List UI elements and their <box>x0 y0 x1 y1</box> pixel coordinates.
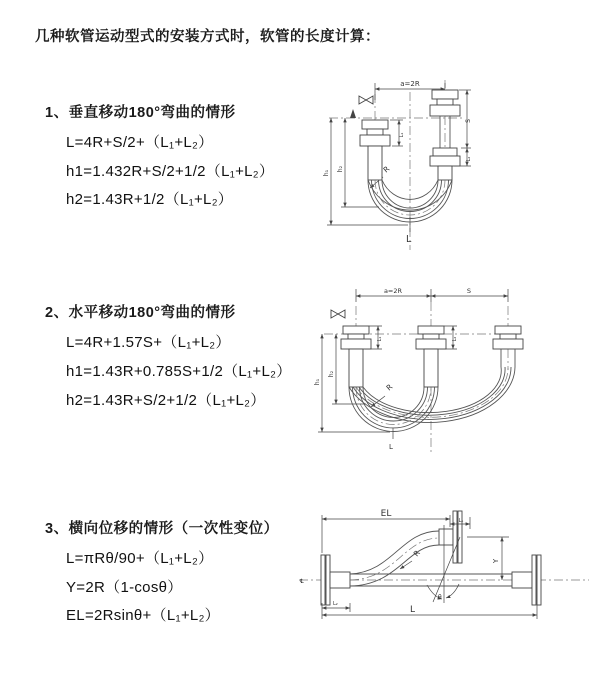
length-label: L <box>389 443 393 451</box>
dim-label-h1: h₁ <box>314 378 321 386</box>
valve-icon <box>331 310 345 318</box>
section-3-heading: 3、横向位移的情形（一次性变位） <box>45 521 279 537</box>
dimension-lines <box>318 289 508 439</box>
dim-label-l2: L₂ <box>466 156 472 162</box>
formula-2-h1: h1=1.43R+0.785S+1/2（L₁+L₂） <box>66 363 292 380</box>
dim-label-s: S <box>466 287 472 295</box>
dim-label-a2r: a=2R <box>400 80 420 88</box>
radius-label: R <box>381 164 392 175</box>
dim-label-h2: h₂ <box>337 165 344 173</box>
dim-label-h1: h₁ <box>323 169 330 177</box>
dim-label-el: EL <box>380 509 392 519</box>
formula-1-h2: h2=1.43R+1/2（L₁+L₂） <box>66 191 234 208</box>
dim-label-h2: h₂ <box>328 370 335 378</box>
length-label: L <box>410 605 416 615</box>
diagram-lateral-displacement <box>297 503 592 638</box>
page-title: 几种软管运动型式的安装方式时，软管的长度计算： <box>35 29 380 45</box>
dim-label-a2r: a=2R <box>383 287 403 295</box>
hose-lines <box>350 531 512 586</box>
dim-label-l1: L₁ <box>377 336 383 342</box>
diagram-vertical-180 <box>313 76 573 256</box>
formula-1-l: L=4R+S/2+（L₁+L₂） <box>66 134 214 151</box>
formula-3-el: EL=2Rsinθ+（L₁+L₂） <box>66 607 220 624</box>
section-1-heading: 1、垂直移动180°弯曲的情形 <box>45 105 236 121</box>
diagram-horizontal-180 <box>306 282 581 457</box>
dim-label-y: Y <box>492 558 500 564</box>
formula-1-h1: h1=1.432R+S/2+1/2（L₁+L₂） <box>66 163 275 180</box>
valve-icon <box>359 96 373 104</box>
formula-3-y: Y=2R（1-cosθ） <box>66 579 183 596</box>
dim-label-l1: L₁ <box>399 132 405 138</box>
dimension-lines <box>322 515 537 619</box>
length-label: L <box>406 234 412 245</box>
centerline-symbol: ℄ <box>300 578 304 585</box>
angle-label: θ <box>438 594 442 601</box>
dim-label-l2: L₂ <box>333 601 338 607</box>
formula-2-l: L=4R+1.57S+（L₁+L₂） <box>66 334 231 351</box>
dim-label-l1: L₁ <box>458 518 464 524</box>
dim-label-s: S <box>465 119 472 123</box>
dim-label-l2: L₂ <box>452 336 458 342</box>
radius-label: R <box>411 548 422 559</box>
hose-fittings <box>341 326 523 387</box>
radius-label: R <box>384 382 395 393</box>
formula-2-h2: h2=1.43R+S/2+1/2（L₁+L₂） <box>66 392 266 409</box>
section-2-heading: 2、水平移动180°弯曲的情形 <box>45 305 236 321</box>
formula-3-l: L=πRθ/90+（L₁+L₂） <box>66 550 214 567</box>
up-arrow-icon <box>350 109 356 118</box>
